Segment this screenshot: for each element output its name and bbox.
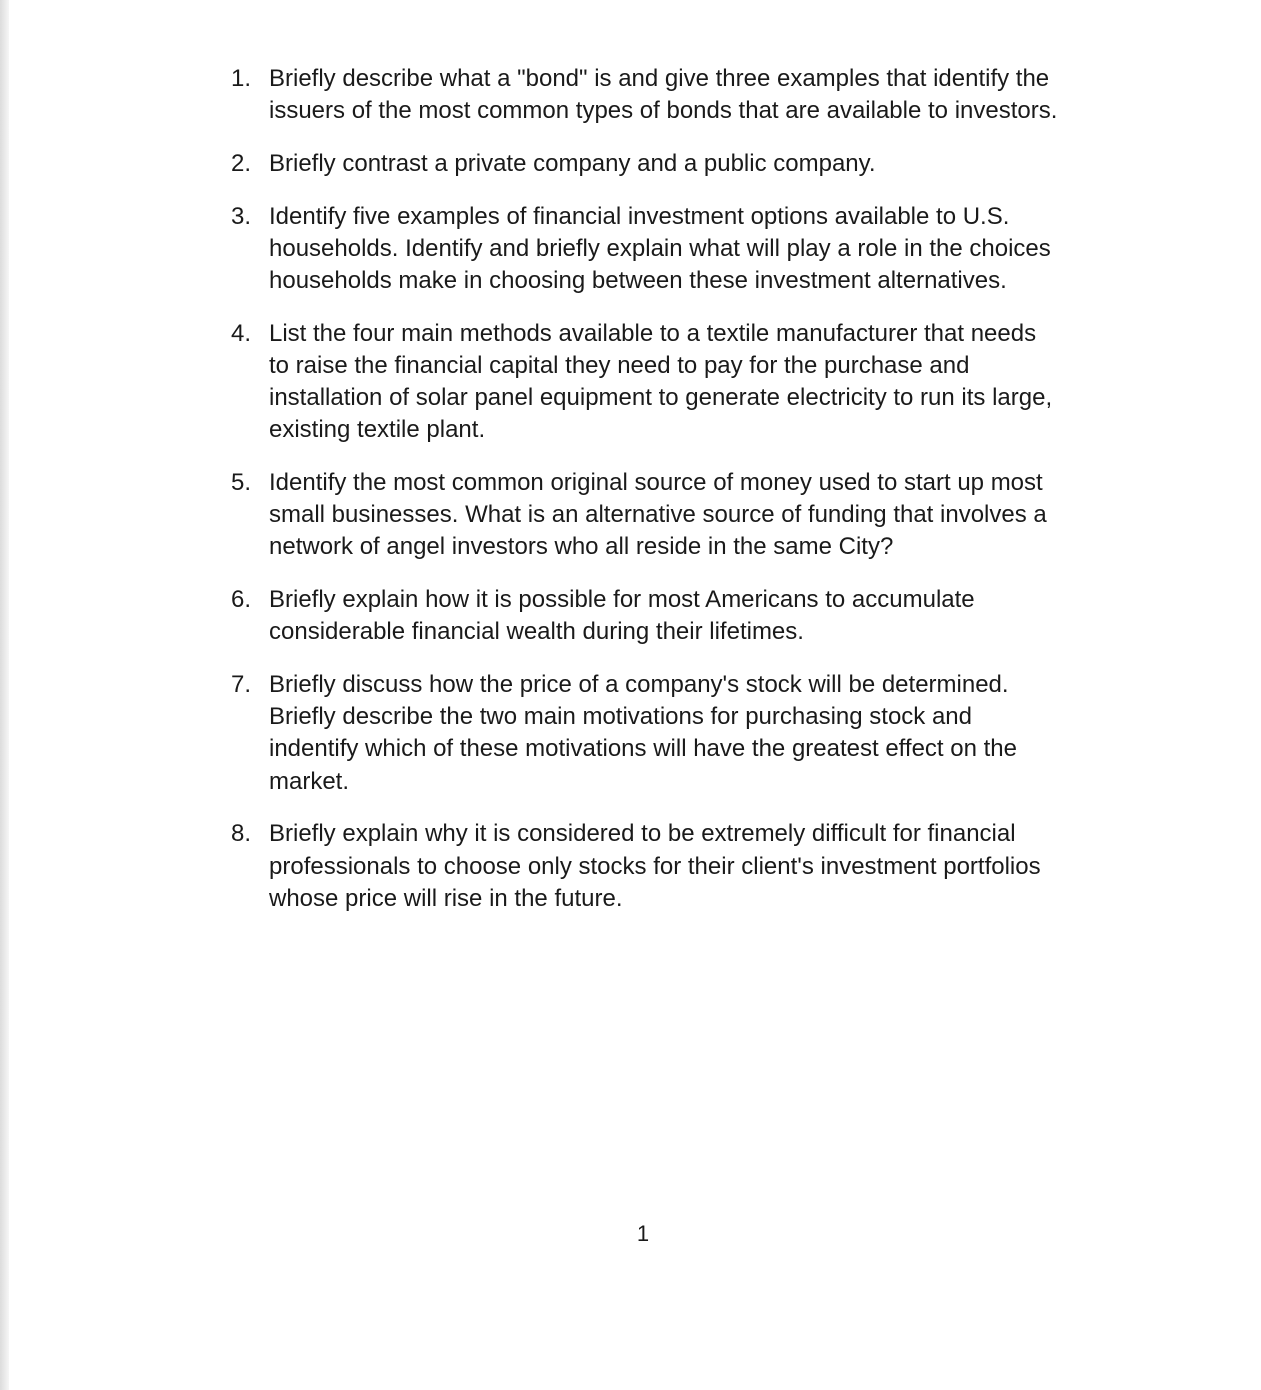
question-number: 1. bbox=[231, 65, 252, 92]
question-item bbox=[9, 818, 1099, 915]
question-text: List the four main methods available to a textile manufacturer that needs to raise the financial capital they need to pay for the purchase and installation of solar panel equipment to generate electricity to run its large, existing textile plant. bbox=[269, 319, 1053, 444]
document-page bbox=[9, 0, 1261, 1390]
question-item bbox=[9, 584, 1099, 648]
question-number: 8. bbox=[231, 820, 252, 848]
question-text: Identify five examples of financial investment options available to U.S. households. Identify and briefly explain what will play a role in the choices households make in choosing between these investment alternatives. bbox=[269, 202, 1051, 295]
question-number: 2. bbox=[231, 149, 252, 177]
question-item bbox=[9, 467, 1099, 564]
question-item bbox=[9, 63, 1099, 127]
question-text: Briefly explain how it is possible for most Americans to accumulate considerable financial wealth during their lifetimes. bbox=[269, 586, 975, 646]
question-number: 3. bbox=[231, 202, 252, 230]
question-item bbox=[9, 318, 1099, 447]
question-number: 7. bbox=[231, 671, 252, 699]
question-number: 6. bbox=[231, 586, 252, 614]
question-item bbox=[9, 201, 1099, 298]
question-item bbox=[9, 669, 1099, 798]
question-number: 5. bbox=[231, 469, 252, 497]
question-text: Briefly discuss how the price of a company's stock will be determined. Briefly describe the two main motivations for purchasing stock and indentify which of these motivations will have the greatest effect on the market. bbox=[269, 671, 1017, 795]
page-edge-shadow bbox=[0, 0, 9, 1390]
question-text: Briefly contrast a private company and a public company. bbox=[269, 149, 876, 177]
question-text: Briefly explain why it is considered to be extremely difficult for financial professionals to choose only stocks for their client's investment portfolios whose price will rise in the future. bbox=[269, 820, 1041, 912]
question-text: Identify the most common original source of money used to start up most small businesses. What is an alternative source of funding that involves a network of angel investors who all reside in the same City? bbox=[269, 469, 1047, 561]
question-item bbox=[9, 148, 1099, 180]
question-text: Briefly describe what a "bond" is and give three examples that identify the issuers of the most common types of bonds that are available to investors. bbox=[269, 65, 1058, 125]
question-number: 4. bbox=[231, 319, 252, 347]
page-number: 1 bbox=[636, 1221, 650, 1246]
question-list bbox=[9, 63, 1099, 935]
